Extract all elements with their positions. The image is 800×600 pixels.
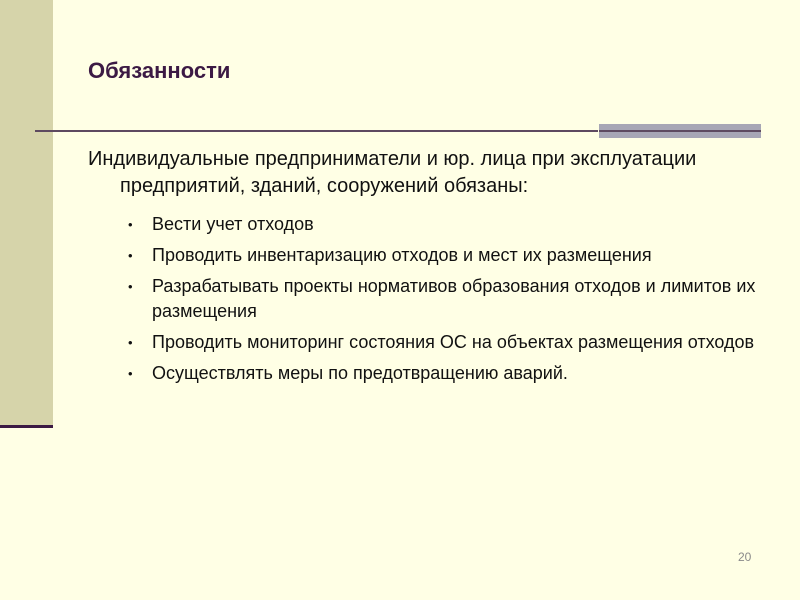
bullet-text: Вести учет отходов — [152, 214, 314, 234]
bullet-marker: • — [128, 335, 133, 350]
bullet-text: Разрабатывать проекты нормативов образования отходов и лимитов их размещения — [152, 276, 756, 321]
left-decorative-band — [0, 0, 53, 428]
left-band-underline — [0, 425, 53, 428]
slide-title: Обязанности — [88, 58, 231, 83]
title-divider-block-line — [599, 130, 761, 132]
bullet-item — [88, 330, 778, 355]
bullet-item — [88, 212, 778, 237]
title-divider-line — [35, 130, 598, 132]
intro-paragraph: Индивидуальные предприниматели и юр. лица при эксплуатации предприятий, зданий, сооружений обязаны: — [88, 148, 697, 197]
bullet-list — [88, 212, 778, 386]
slide-content — [88, 146, 778, 392]
bullet-text: Осуществлять меры по предотвращению аварий. — [152, 363, 568, 383]
page-number: 20 — [738, 550, 752, 564]
bullet-item — [88, 243, 778, 268]
bullet-item — [88, 274, 778, 324]
bullet-marker: • — [128, 248, 133, 263]
bullet-marker: • — [128, 366, 133, 381]
bullet-marker: • — [128, 217, 133, 232]
bullet-item — [88, 361, 778, 386]
bullet-text: Проводить мониторинг состояния ОС на объектах размещения отходов — [152, 332, 755, 352]
bullet-text: Проводить инвентаризацию отходов и мест их размещения — [152, 245, 652, 265]
bullet-marker: • — [128, 279, 133, 294]
